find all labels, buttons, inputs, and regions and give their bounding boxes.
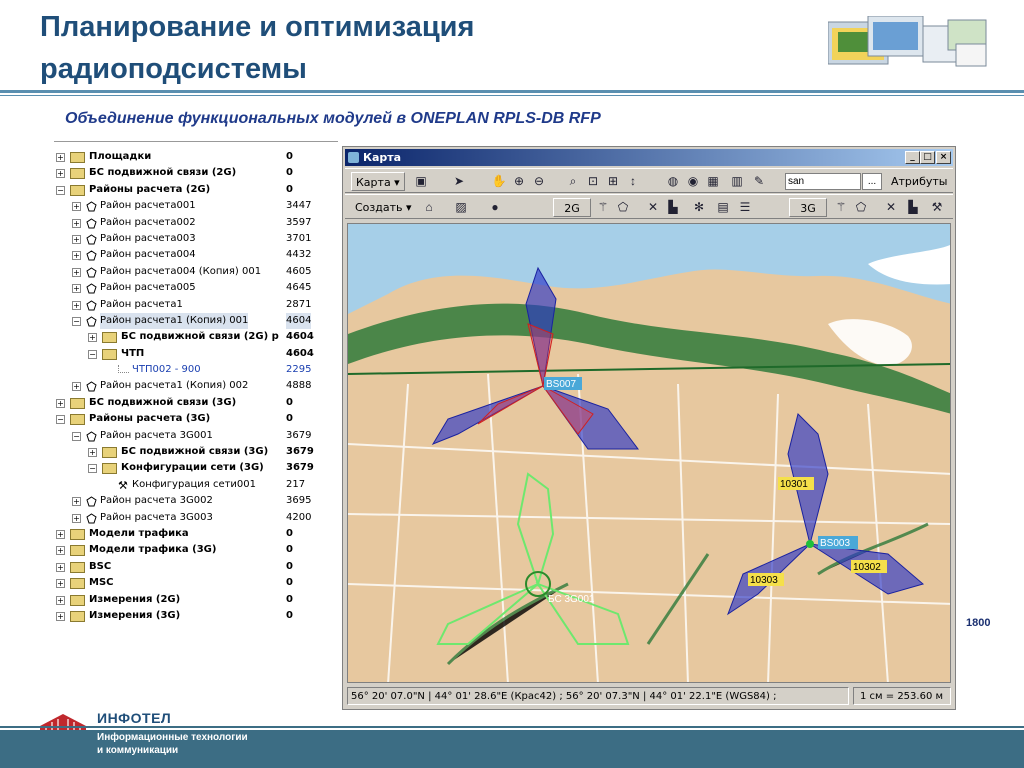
expand-icon[interactable]: + bbox=[89, 448, 96, 458]
tree-row-label: Район расчета1 bbox=[100, 298, 183, 310]
tree-row-value: 4645 bbox=[286, 282, 312, 294]
tree-row-label: Район расчета 3G001 bbox=[100, 429, 213, 441]
tree-row[interactable] bbox=[54, 608, 338, 624]
area-polygon-icon bbox=[86, 513, 97, 524]
expand-icon[interactable]: + bbox=[73, 234, 80, 244]
tech-3g-button[interactable]: 3G bbox=[789, 198, 827, 217]
bs003-label: BS003 bbox=[820, 538, 851, 549]
tree-row[interactable] bbox=[54, 428, 338, 444]
save-icon[interactable]: ▣ bbox=[415, 174, 427, 188]
grid-icon[interactable]: ▤ bbox=[717, 200, 729, 214]
zoom-ratio-icon[interactable]: ⊡ bbox=[587, 174, 599, 188]
tree-row[interactable] bbox=[54, 477, 338, 493]
tree-row[interactable] bbox=[54, 198, 338, 214]
slide-title-line2: радиоподсистемы bbox=[40, 53, 307, 85]
map-toolbar-1 bbox=[345, 168, 953, 193]
tree-row-value: 4888 bbox=[286, 380, 312, 392]
attributes-button[interactable]: Атрибуты bbox=[891, 175, 948, 188]
zoom-out-icon[interactable]: ⊖ bbox=[533, 174, 545, 188]
tree-row-label: БС подвижной связи (3G) bbox=[89, 396, 237, 408]
pointer-icon[interactable]: ➤ bbox=[453, 174, 465, 188]
bs007-label: BS007 bbox=[546, 379, 577, 390]
folder-icon bbox=[102, 332, 117, 343]
coverage-icon[interactable]: ✻ bbox=[693, 200, 705, 214]
map-toolbar-2 bbox=[345, 194, 953, 219]
search-input[interactable]: san bbox=[785, 173, 861, 190]
tree-row[interactable] bbox=[54, 264, 338, 280]
wrench-icon: ⚒ bbox=[118, 478, 128, 492]
zoom-in-icon[interactable]: ⊕ bbox=[513, 174, 525, 188]
expand-icon[interactable]: + bbox=[73, 300, 80, 310]
globe-icon bbox=[348, 152, 359, 163]
collapse-icon[interactable]: − bbox=[89, 349, 96, 359]
folder-icon bbox=[70, 595, 85, 606]
bar-chart-3g-icon[interactable]: ▙ bbox=[908, 200, 918, 214]
footer-brand: ИНФОТЕЛ bbox=[97, 710, 172, 726]
expand-icon[interactable]: + bbox=[57, 595, 64, 605]
sectors-icon[interactable]: ✕ bbox=[647, 200, 659, 214]
tree-row-value: 2871 bbox=[286, 298, 312, 310]
tree-row[interactable] bbox=[54, 165, 338, 181]
folder-icon bbox=[70, 562, 85, 573]
folder-icon bbox=[70, 545, 85, 556]
tree-row-label: Модели трафика (3G) bbox=[89, 544, 217, 556]
tree-row-value: 4604 bbox=[286, 347, 314, 359]
tree-row[interactable] bbox=[54, 542, 338, 558]
area-polygon-icon bbox=[86, 234, 97, 245]
folder-icon bbox=[70, 168, 85, 179]
expand-icon[interactable]: + bbox=[57, 169, 64, 179]
tree-row[interactable] bbox=[54, 510, 338, 526]
tree-row-label: Район расчета1 (Копия) 001 bbox=[100, 313, 248, 329]
tree-row-value: 217 bbox=[286, 478, 306, 490]
tech-2g-button[interactable]: 2G bbox=[553, 198, 591, 217]
tree-row[interactable] bbox=[54, 411, 338, 427]
collapse-icon[interactable]: − bbox=[57, 185, 64, 195]
tree-row-value: 0 bbox=[286, 151, 293, 162]
area-polygon-icon bbox=[86, 218, 97, 229]
bs-3g001-label: БС 3G001 bbox=[548, 594, 595, 605]
pencil-icon[interactable]: ✎ bbox=[753, 174, 765, 188]
tree-row-label: Район расчета005 bbox=[100, 282, 196, 294]
tree-row[interactable] bbox=[54, 444, 338, 460]
folder-icon bbox=[70, 578, 85, 589]
tree-row[interactable] bbox=[54, 346, 338, 362]
expand-icon[interactable]: + bbox=[57, 611, 64, 621]
tree-row-value: 3597 bbox=[286, 216, 312, 228]
slide-subtitle: Объединение функциональных модулей в ONEPLAN RPLS-DB RFP bbox=[65, 110, 601, 127]
tree-row[interactable] bbox=[54, 247, 338, 263]
folder-icon bbox=[102, 463, 117, 474]
tree-row[interactable] bbox=[54, 182, 338, 198]
expand-icon[interactable]: + bbox=[73, 284, 80, 294]
tree-row[interactable] bbox=[54, 526, 338, 542]
tree-row-label: Измерения (3G) bbox=[89, 609, 181, 621]
area-polygon-icon bbox=[86, 496, 97, 507]
cell-10303-label: 10303 bbox=[750, 575, 778, 586]
antenna-3g-icon[interactable]: ⚚ bbox=[835, 200, 847, 214]
tree-row-label: Район расчета 3G003 bbox=[100, 511, 213, 523]
tree-row-value: 0 bbox=[286, 396, 293, 408]
legend-icon[interactable]: ▥ bbox=[731, 174, 743, 188]
map-canvas[interactable] bbox=[347, 223, 951, 683]
bar-chart-icon[interactable]: ▙ bbox=[668, 200, 678, 214]
tree-row-label: Район расчета002 bbox=[100, 216, 196, 228]
tree-row-label: Район расчета003 bbox=[100, 232, 196, 244]
tree-row[interactable] bbox=[54, 460, 338, 476]
status-scale: 1 см = 253.60 м bbox=[853, 687, 951, 705]
folder-icon bbox=[102, 447, 117, 458]
measure-icon[interactable]: ↕ bbox=[630, 174, 636, 188]
footer-tagline bbox=[97, 731, 248, 757]
status-coordinates: 56° 20' 07.0"N | 44° 01' 28.6"E (Крас42) ; 56° 20' 07.3"N | 44° 01' 22.1"E (WGS84) ; bbox=[347, 687, 849, 705]
tool-3g-icon[interactable]: ⚒ bbox=[931, 200, 943, 214]
tree-row-value: 0 bbox=[286, 577, 293, 589]
expand-icon[interactable]: + bbox=[73, 513, 80, 523]
tree-row-value: 0 bbox=[286, 527, 293, 539]
collapse-icon[interactable]: − bbox=[89, 464, 96, 474]
folder-icon bbox=[70, 152, 85, 163]
tree-row-label: БС подвижной связи (2G) bbox=[89, 167, 237, 179]
tree-row-value: 3701 bbox=[286, 232, 312, 244]
tree-row-label: Районы расчета (3G) bbox=[89, 413, 211, 425]
slide-title bbox=[40, 6, 474, 90]
footer-tagline-line1: Информационные технологии bbox=[97, 732, 248, 743]
expand-icon[interactable]: + bbox=[73, 497, 80, 507]
expand-icon[interactable]: + bbox=[57, 579, 64, 589]
tree-row-label: Район расчета001 bbox=[100, 200, 196, 212]
slide-title-line1: Планирование и оптимизация bbox=[40, 11, 475, 43]
title-divider-thin bbox=[0, 95, 1024, 96]
tree-row[interactable] bbox=[54, 329, 338, 345]
tree-row-value: 4604 bbox=[286, 331, 314, 343]
tree-row[interactable] bbox=[54, 493, 338, 509]
globe-layers-icon[interactable]: ◍ bbox=[667, 174, 679, 188]
tree-row-value: 2295 bbox=[286, 364, 312, 376]
search-more-button[interactable]: ... bbox=[862, 173, 882, 190]
tree-row-label: ЧТП002 - 900 bbox=[132, 364, 201, 376]
expand-icon[interactable]: + bbox=[57, 562, 64, 572]
collapse-icon[interactable]: − bbox=[73, 316, 80, 326]
tree-row-value: 3695 bbox=[286, 495, 312, 507]
area-polygon-icon bbox=[86, 267, 97, 278]
map-menu-label: Карта bbox=[356, 176, 391, 189]
tree-row-label: Район расчета1 (Копия) 002 bbox=[100, 380, 249, 392]
pan-hand-icon[interactable]: ✋ bbox=[491, 174, 507, 188]
tree-row-value: 0 bbox=[286, 183, 293, 195]
sectors-3g-icon[interactable]: ✕ bbox=[885, 200, 897, 214]
tree-row-label: Район расчета004 (Копия) 001 bbox=[100, 265, 262, 277]
expand-icon[interactable]: + bbox=[57, 546, 64, 556]
tree-row[interactable] bbox=[54, 231, 338, 247]
title-divider bbox=[0, 90, 1024, 93]
expand-icon[interactable]: + bbox=[73, 218, 80, 228]
expand-icon[interactable]: + bbox=[73, 382, 80, 392]
tree-row-label: Площадки bbox=[89, 151, 152, 162]
folder-icon bbox=[70, 398, 85, 409]
tree-connector bbox=[118, 365, 129, 373]
cell-polygon-icon[interactable]: ⬠ bbox=[617, 200, 629, 214]
create-menu-button[interactable]: Создать ▾ bbox=[355, 201, 412, 214]
area-polygon-icon bbox=[86, 431, 97, 442]
table-icon[interactable]: ▦ bbox=[707, 174, 719, 188]
create-menu-label: Создать bbox=[355, 201, 403, 214]
map-menu-button[interactable]: Карта ▾ bbox=[351, 172, 405, 191]
tree-row-value: 0 bbox=[286, 544, 293, 556]
tree-row-value: 3447 bbox=[286, 200, 312, 212]
tree-row-label: BSC bbox=[89, 560, 112, 572]
tree-row[interactable] bbox=[54, 592, 338, 608]
tree-row-label: Конфигурация сети001 bbox=[132, 478, 257, 490]
map-window-titlebar[interactable] bbox=[345, 149, 953, 166]
antenna-icon[interactable]: ⚚ bbox=[597, 200, 609, 214]
tree-row-value: 0 bbox=[286, 167, 293, 179]
tree-row[interactable] bbox=[54, 362, 338, 378]
cell-10302-label: 10302 bbox=[853, 562, 881, 573]
tree-row[interactable] bbox=[54, 149, 338, 165]
tree-row-label: Измерения (2G) bbox=[89, 593, 181, 605]
tree-row-value: 0 bbox=[286, 609, 293, 621]
tree-row-label: Районы расчета (2G) bbox=[89, 183, 211, 195]
maximize-button[interactable]: □ bbox=[920, 151, 935, 164]
footer-line bbox=[0, 726, 1024, 728]
tree-row-label: ЧТП bbox=[121, 347, 145, 359]
screenshots-thumbnail-image bbox=[828, 16, 988, 72]
tree-row-value: 3679 bbox=[286, 446, 314, 458]
tree-row-label: Конфигурации сети (3G) bbox=[121, 462, 264, 474]
expand-icon[interactable]: + bbox=[57, 153, 64, 162]
tree-row-value: 0 bbox=[286, 560, 293, 572]
folder-icon bbox=[70, 185, 85, 196]
side-number: 1800 bbox=[966, 617, 991, 629]
layers-icon[interactable]: ● bbox=[491, 200, 499, 214]
folder-icon bbox=[70, 611, 85, 622]
footer-tagline-line2: и коммуникации bbox=[97, 745, 179, 756]
tree-row-value: 0 bbox=[286, 593, 293, 605]
expand-icon[interactable]: + bbox=[57, 398, 64, 408]
folder-icon bbox=[102, 349, 117, 360]
tree-row[interactable] bbox=[54, 378, 338, 394]
city-map-image bbox=[348, 224, 951, 683]
tree-row-label: Район расчета004 bbox=[100, 249, 196, 261]
collapse-icon[interactable]: − bbox=[57, 415, 64, 425]
tree-row-value: 3679 bbox=[286, 429, 312, 441]
zoom-area-icon[interactable]: ⌕ bbox=[569, 174, 577, 188]
cell-10301-label: 10301 bbox=[780, 479, 808, 490]
map-window-title: Карта bbox=[363, 151, 402, 164]
object-tree[interactable] bbox=[54, 141, 338, 621]
cell-polygon-3g-icon[interactable]: ⬠ bbox=[855, 200, 867, 214]
area-polygon-icon bbox=[86, 381, 97, 392]
expand-icon[interactable]: + bbox=[73, 202, 80, 212]
tree-row[interactable] bbox=[54, 297, 338, 313]
list-icon[interactable]: ☰ bbox=[739, 200, 751, 214]
map-window bbox=[342, 146, 956, 710]
folder-icon bbox=[70, 414, 85, 425]
map-status-bar bbox=[347, 687, 951, 705]
tree-row-value: 4605 bbox=[286, 265, 312, 277]
tree-row[interactable] bbox=[54, 280, 338, 296]
home-icon[interactable]: ⌂ bbox=[425, 200, 433, 214]
area-polygon-icon bbox=[86, 300, 97, 311]
expand-icon[interactable]: + bbox=[73, 251, 80, 261]
tree-row-value: 3679 bbox=[286, 462, 314, 474]
distance-icon[interactable]: ⊞ bbox=[607, 174, 619, 188]
area-polygon-icon bbox=[86, 201, 97, 212]
expand-icon[interactable]: + bbox=[57, 529, 64, 539]
tree-row-label: Модели трафика bbox=[89, 527, 189, 539]
image-icon[interactable]: ▨ bbox=[455, 200, 467, 214]
tree-row[interactable] bbox=[54, 575, 338, 591]
tree-row-label: Район расчета 3G002 bbox=[100, 495, 213, 507]
tree-row[interactable] bbox=[54, 313, 338, 329]
expand-icon[interactable]: + bbox=[73, 267, 80, 277]
minimize-button[interactable]: _ bbox=[905, 151, 920, 164]
expand-icon[interactable]: + bbox=[89, 333, 96, 343]
area-polygon-icon bbox=[86, 250, 97, 261]
tree-row[interactable] bbox=[54, 559, 338, 575]
tree-top-edge bbox=[54, 141, 338, 149]
area-polygon-icon bbox=[86, 283, 97, 294]
tree-row-value: 4432 bbox=[286, 249, 312, 261]
tree-row-value: 4604 bbox=[286, 313, 311, 329]
tree-row-label: БС подвижной связи (2G) р bbox=[121, 331, 279, 343]
tree-row[interactable] bbox=[54, 215, 338, 231]
tree-row-value: 4200 bbox=[286, 511, 312, 523]
collapse-icon[interactable]: − bbox=[73, 431, 80, 441]
tree-row-label: БС подвижной связи (3G) bbox=[121, 446, 269, 458]
tree-row[interactable] bbox=[54, 395, 338, 411]
folder-icon bbox=[70, 529, 85, 540]
area-polygon-icon bbox=[86, 316, 97, 327]
tree-row-value: 0 bbox=[286, 413, 293, 425]
target-icon[interactable]: ◉ bbox=[687, 174, 699, 188]
tree-row-label: MSC bbox=[89, 577, 114, 589]
close-button[interactable]: × bbox=[936, 151, 951, 164]
